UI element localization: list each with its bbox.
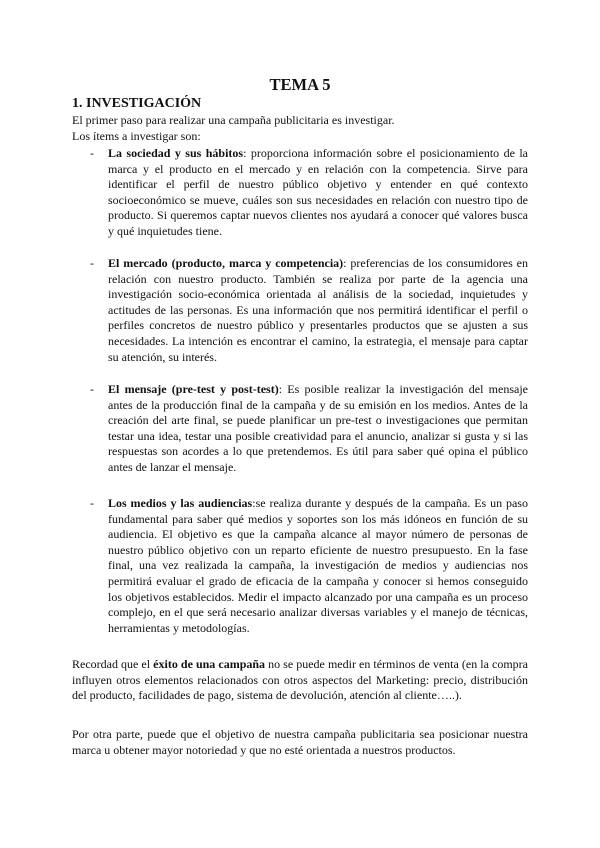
closing-bold-term: éxito de una campaña (153, 657, 266, 671)
intro-line-2: Los ítems a investigar son: (72, 129, 201, 143)
closing-paragraph-1 (72, 657, 528, 704)
closing-text-after: no se puede medir en términos de venta (en la compra influyen otros elementos relacionados con otros aspectos del Marketing: precio, distribución del producto, facilidades de pago, sistema de devolución, atención al cliente…..). (72, 657, 528, 703)
bullet-dash: - (90, 256, 94, 270)
list-item-description: :se realiza durante y después de la campaña. Es un paso fundamental para saber qué medios y soportes son los más idóneos en función de su audiencia. El objetivo es que la campaña alcance al mayor número de personas de nuestro público objetivo con un reparto eficiente de nuestro presupuesto. En la fase final, una vez realizada la campaña, la investigación de medios y audiencias nos permitirá evaluar el grado de eficacia de la campaña y conocer si hemos conseguido los objetivos establecidos. Medir el impacto alcanzado por una campaña es un proceso complejo, en el que será necesario analizar diversas variables y el manejo de técnicas, herramientas y metodologías. (108, 496, 528, 635)
bullet-dash: - (90, 382, 94, 396)
list-item-text (108, 496, 528, 636)
list-item-term: El mensaje (pre-test y post-test) (108, 382, 279, 396)
list-item-description: : proporciona información sobre el posicionamiento de la marca y el producto en el mercado y en relación con la competencia. Sirve para identificar el perfil de nuestro público objetivo y entender en qué contexto socioeconómico se mueve, cuáles son sus necesidades en relación con nuestro tipo de producto. Si queremos captar nuevos clientes nos ayudará a conocer qué valores busca y qué inquietudes tiene. (108, 146, 529, 238)
list-item-term: Los medios y las audiencias (108, 496, 253, 510)
page-title: TEMA 5 (269, 75, 331, 94)
list-item-text (108, 382, 528, 476)
list-item-term: El mercado (producto, marca y competencia) (108, 256, 344, 270)
list-item-text (108, 256, 528, 365)
section-heading: 1. INVESTIGACIÓN (72, 96, 202, 111)
list-item-description: : Es posible realizar la investigación del mensaje antes de la producción final de la campaña y de su emisión en los medios. Antes de la creación del arte final, se puede planificar un pre-test o investigaciones que permitan testar una idea, testar una posible creatividad para el anuncio, analizar si gusta y si las respuestas son acordes a lo que pretendemos. Es útil para saber qué opina el público antes de lanzar el mensaje. (108, 382, 528, 474)
intro-line-1: El primer paso para realizar una campaña publicitaria es investigar. (72, 113, 395, 127)
bullet-dash: - (90, 496, 94, 510)
list-item-description: : preferencias de los consumidores en relación con nuestro producto. También se realiza por parte de la agencia una investigación socio-económica orientada al análisis de la sociedad, inquietudes y actitudes de las personas. Es una información que nos permitirá identificar el perfil o perfiles concretos de nuestro público y presentarles productos que se ajusten a sus necesidades. La intención es encontrar el camino, la estrategia, el mensaje para captar su atención, su interés. (108, 256, 528, 364)
closing-paragraph-2: Por otra parte, puede que el objetivo de nuestra campaña publicitaria sea posicionar nuestra marca u obtener mayor notoriedad y que no esté orientada a nuestros productos. (72, 727, 528, 757)
closing-text-before: Recordad que el (72, 657, 154, 671)
list-item-term: La sociedad y sus hábitos (108, 146, 244, 160)
bullet-dash: - (90, 146, 94, 160)
list-item-text (108, 146, 528, 240)
